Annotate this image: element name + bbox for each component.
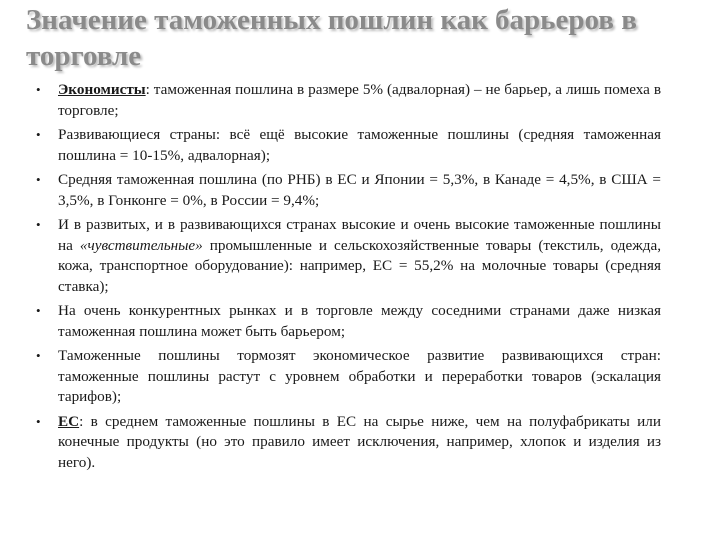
bullet-icon: • [36, 413, 41, 429]
bullet-icon: • [36, 348, 41, 363]
bullet-icon: • [36, 127, 41, 142]
item-text: Таможенные пошлины тормозят экономическое развитие развивающихся стран: таможенные пошлины растут с уровнем обработки и переработки товаров (эскалация тарифов); [58, 347, 661, 405]
list-item [36, 215, 661, 297]
bullet-icon: • [36, 82, 41, 97]
list-item [36, 125, 661, 166]
item-text: На очень конкурентных рынках и в торговле между соседними странами даже низкая таможенная пошлина может быть барьером; [58, 302, 661, 340]
item-text: Средняя таможенная пошлина (по РНБ) в ЕС и Японии = 5,3%, в Канаде = 4,5%, в США = 3,5%, в Гонконге = 0%, в России = 9,4%; [58, 171, 661, 209]
bullet-icon: • [36, 303, 41, 318]
list-item [36, 301, 661, 342]
bullet-icon: • [36, 172, 41, 187]
item-lead: ЕС [58, 412, 80, 430]
list-item [36, 80, 661, 121]
item-lead: Экономисты [58, 81, 146, 98]
item-italic-term: «чувствительные» [79, 236, 203, 254]
slide-title: Значение таможенных пошлин как барьеров в торговле [26, 4, 637, 72]
item-text: : в среднем таможенные пошлины в ЕС на сырье ниже, чем на полуфабрикаты или конечные продукты (но это правило имеет исключения, например, хлопок и изделия из него). [58, 412, 661, 471]
item-text: Развивающиеся страны: всё ещё высокие таможенные пошлины (средняя таможенная пошлина = 10-15%, адвалорная); [58, 126, 661, 164]
bullet-list [36, 80, 661, 477]
item-text: И в развитых, и в развивающихся странах высокие и очень высокие таможенные пошлины на [58, 216, 661, 254]
item-text: промышленные и сельскохозяйственные товары (текстиль, одежда, кожа, транспортное оборудование): например, ЕС = 55,2% на молочные товары (средняя ставка); [58, 236, 661, 295]
list-item [36, 412, 661, 474]
bullet-icon: • [36, 217, 41, 232]
list-item [36, 170, 661, 211]
item-text: : таможенная пошлина в размере 5% (адвалорная) – не барьер, а лишь помеха в торговле; [58, 81, 661, 119]
list-item [36, 346, 661, 408]
